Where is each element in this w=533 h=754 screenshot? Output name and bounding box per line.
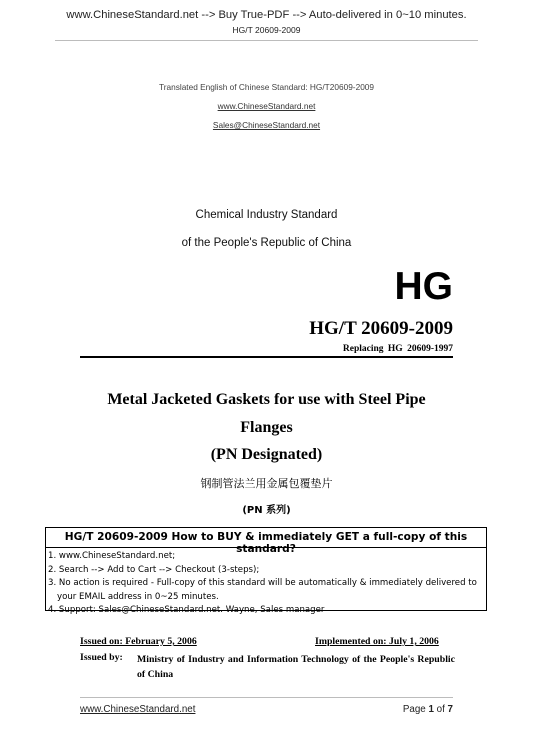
translation-note: Translated English of Chinese Standard: HG/T20609-2009 [158, 82, 375, 92]
page-prefix: Page [402, 704, 429, 715]
authority-line-1: Chemical Industry Standard [195, 209, 338, 221]
header-standard-code: HG/T 20609-2009 [232, 25, 301, 35]
page-mid: of [433, 704, 448, 715]
top-banner: www.ChineseStandard.net --> Buy True-PDF --> Auto-delivered in 0~10 minutes. [66, 9, 467, 21]
title-line-3: (PN Designated) [210, 446, 323, 463]
issued-by-label: Issued by: [80, 652, 123, 663]
footer-site-link[interactable]: www.ChineseStandard.net [80, 704, 196, 715]
implemented-on: Implemented on: July 1, 2006 [315, 636, 439, 647]
buy-box-divider [46, 547, 486, 548]
buy-step: 2. Search --> Add to Cart --> Checkout (3-steps); [48, 564, 260, 575]
email-link[interactable]: Sales@ChineseStandard.net [212, 120, 321, 130]
page-indicator [380, 704, 453, 715]
title-rule [80, 356, 453, 358]
buy-box-heading: HG/T 20609-2009 How to BUY & immediately GET a full-copy of this standard? [64, 531, 468, 555]
chinese-subtitle: (PN 系列) [242, 505, 291, 516]
buy-step: 3. No action is required - Full-copy of this standard will be automatically & immediately delivered to your EMAIL address in 0~25 minutes. [48, 578, 477, 602]
site-link[interactable]: www.ChineseStandard.net [217, 101, 316, 111]
page-current: 1 [428, 704, 434, 715]
buy-step: 4. Support: Sales@ChineseStandard.net. Wayne, Sales manager [48, 605, 325, 615]
title-line-1: Metal Jacketed Gaskets for use with Steel Pipe [107, 391, 426, 408]
buy-steps-list [48, 550, 484, 618]
standard-number: HG/T 20609-2009 [309, 318, 453, 339]
header-divider [55, 40, 478, 41]
title-line-2: Flanges [240, 419, 293, 436]
footer-divider [80, 697, 453, 698]
chinese-title: 钢制管法兰用金属包覆垫片 [200, 477, 333, 490]
authority-line-2: of the People's Republic of China [181, 237, 352, 249]
page-total: 7 [447, 704, 453, 715]
buy-instructions-box [45, 527, 487, 615]
category-code: HG [394, 265, 453, 308]
buy-step: 1. www.ChineseStandard.net; [48, 551, 176, 561]
issued-on: Issued on: February 5, 2006 [80, 636, 197, 647]
issued-by-authority: Ministry of Industry and Information Technology of the People's Republic of China [137, 654, 455, 680]
replacing-note: Replacing HG 20609-1997 [342, 344, 453, 354]
